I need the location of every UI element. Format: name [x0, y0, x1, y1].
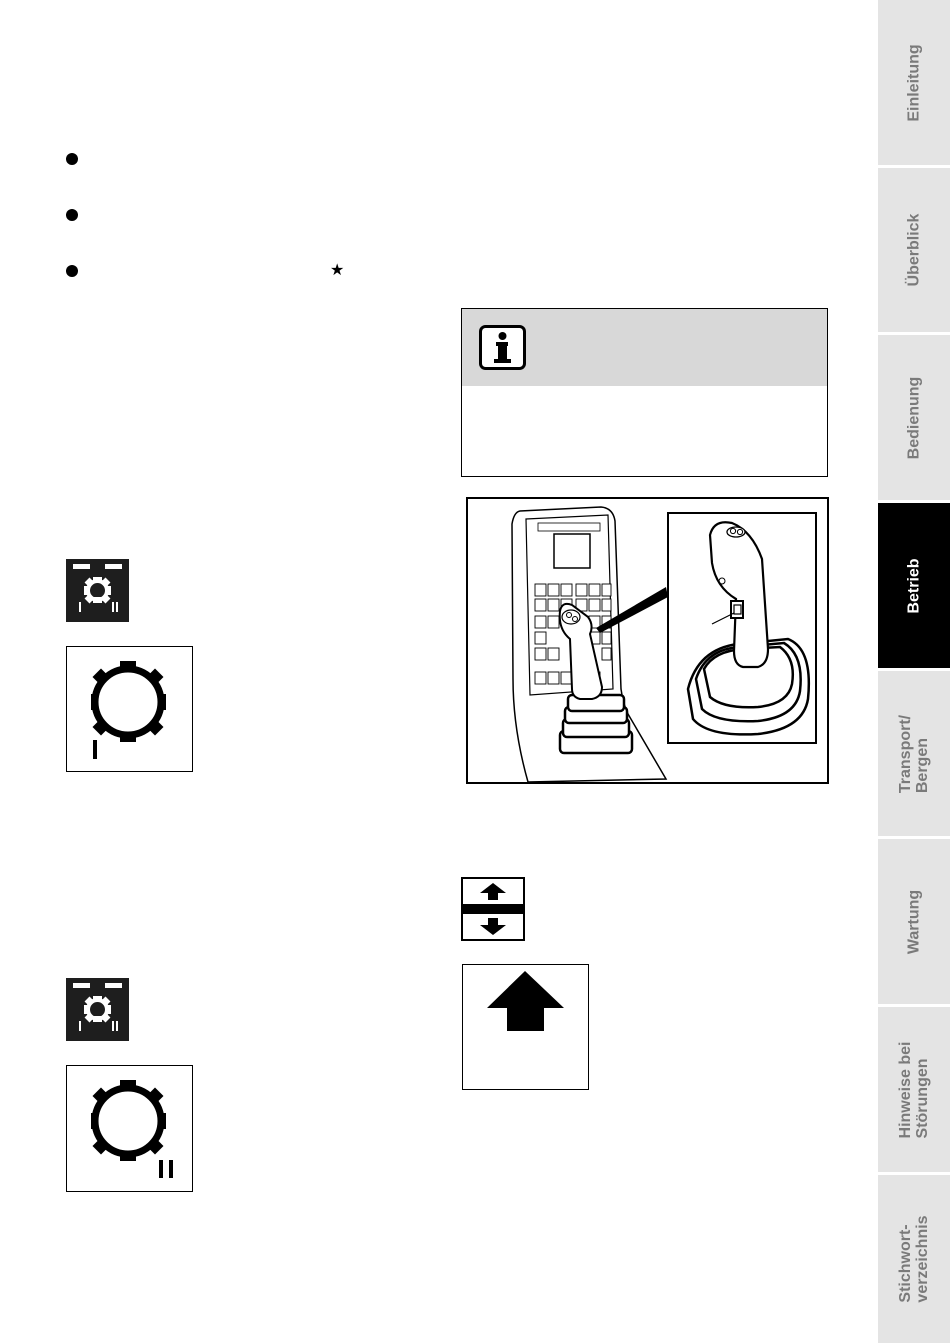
bullet-point — [66, 153, 78, 165]
tab-ueberblick[interactable] — [878, 168, 950, 332]
up-down-arrow-icon — [461, 877, 525, 941]
tab-label: Einleitung — [905, 43, 923, 122]
info-icon — [479, 325, 527, 371]
tab-label: Überblick — [905, 213, 923, 287]
bullet-point — [66, 265, 78, 277]
tab-label: Bedienung — [905, 376, 923, 459]
gear-stage-label-2 — [159, 1160, 173, 1178]
tab-label: Betrieb — [905, 557, 923, 614]
info-box — [461, 308, 828, 477]
tab-label: Hinweise bei Störungen — [897, 1041, 931, 1138]
tab-label: Stichwort- verzeichnis — [897, 1215, 931, 1303]
tab-wartung[interactable] — [878, 839, 950, 1004]
gear-stage-2-symbol — [66, 1065, 193, 1192]
gear-mode-switch-icon — [66, 559, 129, 622]
tab-transport-bergen[interactable] — [878, 671, 950, 836]
tab-betrieb[interactable] — [878, 503, 950, 668]
gear-mode-switch-icon — [66, 978, 129, 1041]
bullet-point — [66, 209, 78, 221]
joystick-console-illustration — [466, 497, 829, 784]
info-box-header — [462, 309, 827, 386]
chapter-tab-sidebar — [878, 0, 950, 1343]
gear-stage-1-symbol — [66, 646, 193, 772]
tab-label: Transport/ Bergen — [897, 714, 931, 793]
up-arrow-icon — [462, 964, 589, 1090]
gear-icon — [67, 647, 192, 771]
gear-stage-label-1 — [93, 740, 97, 759]
tab-hinweise-bei-stoerungen[interactable] — [878, 1007, 950, 1172]
gear-icon — [67, 1066, 192, 1191]
excavator-console-joystick-icon — [468, 499, 827, 782]
tab-label: Wartung — [905, 889, 923, 954]
tab-einleitung[interactable] — [878, 0, 950, 165]
tab-bedienung[interactable] — [878, 335, 950, 500]
optional-equipment-star-icon: ★ — [330, 260, 345, 279]
tab-stichwortverzeichnis[interactable] — [878, 1175, 950, 1343]
